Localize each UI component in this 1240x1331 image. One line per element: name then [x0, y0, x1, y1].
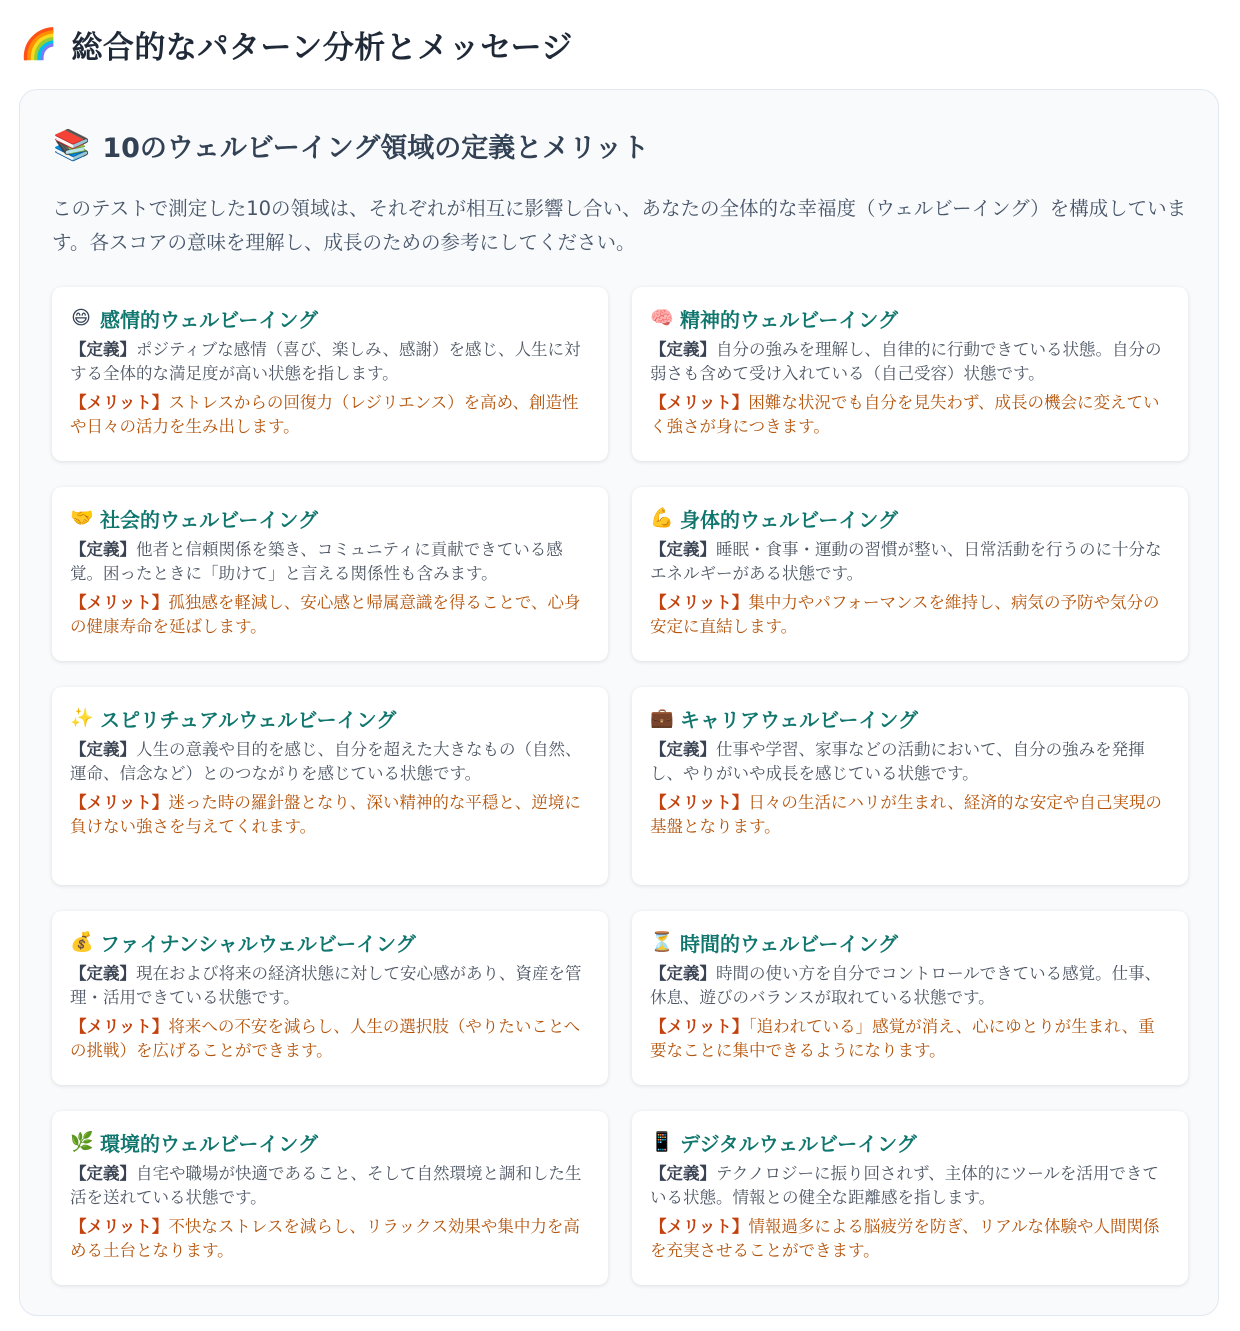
- definition-text: 時間の使い方を自分でコントロールできている感覚。仕事、休息、遊びのバランスが取れている状態です。: [650, 964, 1162, 1007]
- definition-label: 【定義】: [70, 964, 136, 983]
- merit-text: 将来への不安を減らし、人生の選択肢（やりたいことへの挑戦）を広げることができます。: [70, 1017, 581, 1060]
- page-title: 総合的なパターン分析とメッセージ: [71, 30, 573, 66]
- grinning-face-icon: 😄: [71, 306, 91, 329]
- merit-label: 【メリット】: [70, 593, 169, 612]
- definition-text: 人生の意義や目的を感じ、自分を超えた大きなもの（自然、運命、信念など）とのつながりを感じている状態です。: [70, 740, 582, 783]
- card-merit: [70, 791, 590, 839]
- merit-label: 【メリット】: [650, 1217, 749, 1236]
- card-definition: [650, 738, 1170, 786]
- definition-label: 【定義】: [650, 540, 716, 559]
- card-title: 身体的ウェルビーイング: [680, 507, 898, 532]
- definition-text: 仕事や学習、家事などの活動において、自分の強みを発揮し、やりがいや成長を感じている状態です。: [650, 740, 1145, 783]
- merit-text: 孤独感を軽減し、安心感と帰属意識を得ることで、心身の健康寿命を延ばします。: [70, 593, 581, 636]
- sparkles-icon: ✨: [70, 706, 94, 729]
- card-physical: [632, 487, 1188, 661]
- panel-title: 10のウェルビーイング領域の定義とメリット: [102, 133, 650, 164]
- merit-text: 日々の生活にハリが生まれ、経済的な安定や自己実現の基盤となります。: [650, 793, 1162, 836]
- panel-intro: このテストで測定した10の領域は、それぞれが相互に影響し合い、あなたの全体的な幸福度（ウェルビーイング）を構成しています。各スコアの意味を理解し、成長のための参考にしてください。: [52, 197, 1187, 254]
- wellbeing-definitions-panel: [19, 89, 1219, 1316]
- merit-text: 集中力やパフォーマンスを維持し、病気の予防や気分の安定に直結します。: [650, 593, 1160, 636]
- merit-label: 【メリット】: [70, 1017, 169, 1036]
- definition-label: 【定義】: [650, 1164, 716, 1183]
- definition-label: 【定義】: [70, 740, 136, 759]
- definition-label: 【定義】: [650, 964, 716, 983]
- handshake-icon: 🤝: [70, 506, 94, 529]
- merit-text: 情報過多による脳疲労を防ぎ、リアルな体験や人間関係を充実させることができます。: [650, 1217, 1160, 1260]
- card-definition: [70, 738, 590, 786]
- definition-text: テクノロジーに振り回されず、主体的にツールを活用できている状態。情報との健全な距離感を指します。: [650, 1164, 1159, 1207]
- merit-label: 【メリット】: [70, 1217, 169, 1236]
- card-spiritual: [52, 687, 608, 885]
- card-merit: [650, 791, 1170, 839]
- definition-text: ポジティブな感情（喜び、楽しみ、感謝）を感じ、人生に対する全体的な満足度が高い状態を指します。: [70, 340, 581, 383]
- mobile-phone-icon: 📱: [650, 1130, 674, 1153]
- books-icon: 📚: [53, 127, 91, 163]
- definition-label: 【定義】: [70, 340, 136, 359]
- card-definition: [70, 538, 590, 586]
- card-definition: [650, 338, 1170, 386]
- card-title: 社会的ウェルビーイング: [100, 507, 318, 532]
- card-title: 時間的ウェルビーイング: [680, 931, 898, 956]
- card-title: ファイナンシャルウェルビーイング: [100, 931, 416, 956]
- merit-text: 不快なストレスを減らし、リラックス効果や集中力を高める土台となります。: [70, 1217, 580, 1260]
- merit-label: 【メリット】: [650, 1017, 749, 1036]
- briefcase-icon: 💼: [650, 706, 674, 729]
- card-career: [632, 687, 1188, 885]
- card-digital: [632, 1111, 1188, 1285]
- merit-label: 【メリット】: [650, 393, 749, 412]
- merit-text: 「追われている」感覚が消え、心にゆとりが生まれ、重要なことに集中できるようになります。: [650, 1017, 1155, 1060]
- merit-text: 迷った時の羅針盤となり、深い精神的な平穏と、逆境に負けない強さを与えてくれます。: [70, 793, 581, 836]
- merit-label: 【メリット】: [70, 793, 169, 812]
- card-merit: [70, 1215, 590, 1263]
- card-definition: [650, 962, 1170, 1010]
- hourglass-icon: ⏳: [650, 930, 674, 953]
- definition-text: 自分の強みを理解し、自律的に行動できている状態。自分の弱さも含めて受け入れている（自己受容）状態です。: [650, 340, 1162, 383]
- card-definition: [70, 1162, 590, 1210]
- card-title: 感情的ウェルビーイング: [100, 307, 318, 332]
- merit-label: 【メリット】: [70, 393, 169, 412]
- definition-label: 【定義】: [70, 540, 136, 559]
- card-merit: [650, 1015, 1170, 1063]
- card-environmental: [52, 1111, 608, 1285]
- herb-icon: 🌿: [70, 1130, 94, 1153]
- card-title: キャリアウェルビーイング: [680, 707, 918, 732]
- card-time: [632, 911, 1188, 1085]
- card-merit: [70, 1015, 590, 1063]
- card-merit: [650, 391, 1170, 439]
- merit-label: 【メリット】: [650, 793, 749, 812]
- definition-text: 他者と信頼関係を築き、コミュニティに貢献できている感覚。困ったときに「助けて」と言える関係性も含みます。: [70, 540, 563, 583]
- definition-text: 睡眠・食事・運動の習慣が整い、日常活動を行うのに十分なエネルギーがある状態です。: [650, 540, 1162, 583]
- card-merit: [70, 591, 590, 639]
- card-mental: [632, 287, 1188, 461]
- card-definition: [70, 962, 590, 1010]
- card-definition: [70, 338, 590, 386]
- card-definition: [650, 1162, 1170, 1210]
- card-merit: [650, 591, 1170, 639]
- rainbow-icon: 🌈: [20, 26, 58, 62]
- definition-label: 【定義】: [650, 340, 716, 359]
- definition-label: 【定義】: [650, 740, 716, 759]
- card-emotional: [52, 287, 608, 461]
- card-merit: [70, 391, 590, 439]
- merit-text: 困難な状況でも自分を見失わず、成長の機会に変えていく強さが身につきます。: [650, 393, 1160, 436]
- definition-label: 【定義】: [70, 1164, 136, 1183]
- card-merit: [650, 1215, 1170, 1263]
- card-social: [52, 487, 608, 661]
- card-title: スピリチュアルウェルビーイング: [100, 707, 397, 732]
- money-bag-icon: 💰: [70, 930, 94, 953]
- page-heading: [20, 22, 573, 67]
- flexed-biceps-icon: 💪: [650, 506, 674, 529]
- card-title: 精神的ウェルビーイング: [680, 307, 898, 332]
- card-financial: [52, 911, 608, 1085]
- card-title: デジタルウェルビーイング: [680, 1131, 917, 1156]
- brain-icon: 🧠: [650, 306, 674, 329]
- merit-label: 【メリット】: [650, 593, 749, 612]
- definition-text: 自宅や職場が快適であること、そして自然環境と調和した生活を送れている状態です。: [70, 1164, 582, 1207]
- card-definition: [650, 538, 1170, 586]
- definition-text: 現在および将来の経済状態に対して安心感があり、資産を管理・活用できている状態です。: [70, 964, 582, 1007]
- card-title: 環境的ウェルビーイング: [100, 1131, 318, 1156]
- panel-heading: [53, 126, 649, 165]
- merit-text: ストレスからの回復力（レジリエンス）を高め、創造性や日々の活力を生み出します。: [70, 393, 579, 436]
